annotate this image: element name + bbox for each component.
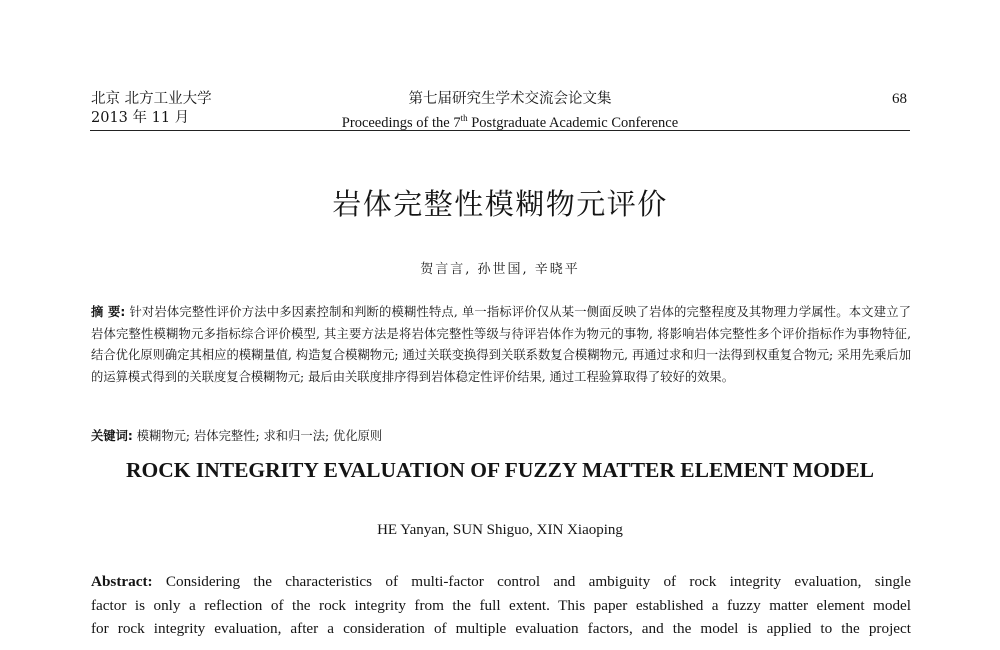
abstract-en-line2: factor is only a reflection of the rock integrity from the full extent. This paper established a fuzzy matter element model [91, 596, 911, 614]
paper-title-en: ROCK INTEGRITY EVALUATION OF FUZZY MATTER ELEMENT MODEL [125, 458, 875, 482]
paper-title-cn: 岩体完整性模糊物元评价 [332, 187, 668, 221]
authors-cn: 贺言言, 孙世国, 辛晓平 [420, 262, 580, 277]
keywords-cn-text: 模糊物元; 岩体完整性; 求和归一法; 优化原则 [136, 429, 383, 443]
header-proceedings-en-pre: Proceedings of the 7 [341, 114, 461, 131]
header-proceedings-en-post: Postgraduate Academic Conference [467, 114, 679, 131]
abstract-en-line3: for rock integrity evaluation, after a consideration of multiple evaluation factors, and the model is applied to the project [91, 620, 911, 637]
header-center [310, 90, 710, 133]
header-proceedings-cn: 第七届研究生学术交流会论文集 [408, 91, 612, 107]
authors-en: HE Yanyan, SUN Shiguo, XIN Xiaoping [377, 522, 623, 538]
page-number: 68 [892, 91, 907, 107]
abstract-cn [91, 302, 911, 388]
header-date: 2013 年 11 月 [91, 110, 190, 126]
header-divider [90, 130, 910, 131]
abstract-en [91, 570, 911, 641]
abstract-en-label: Abstract: [91, 573, 153, 590]
header-location: 北京 北方工业大学 [91, 91, 212, 107]
abstract-cn-text: 针对岩体完整性评价方法中多因素控制和判断的模糊性特点, 单一指标评价仅从某一侧面反映了岩体的完整程度及其物理力学属性。本文建立了岩体完整性模糊物元多指标综合评价模型, 其主要方法是将岩体完整性等级与待评岩体作为物元的事物, 将影响岩体完整性多个评价指标作为事物特征, 结合优化原则确定其相应的模糊量值, 构造复合模糊物元; 通过关联变换得到关联系数复合模糊物元, 再通过求和归一法得到权重复合物元; 采用先乘后加的运算模式得到的关联度复合模糊物元; 最后由关联度排序得到岩体稳定性评价结果, 通过工程验算取得了较好的效果。 [91, 305, 911, 384]
keywords-cn-label: 关键词: [91, 429, 133, 443]
header-left [91, 90, 212, 128]
abstract-en-line1: Considering the characteristics of multi-factor control and ambiguity of rock integrity evaluation, single [165, 573, 911, 590]
abstract-cn-label: 摘 要: [91, 305, 126, 319]
abstract-en-line [91, 570, 911, 594]
header-proceedings-en-sup: th [460, 113, 468, 123]
keywords-cn [91, 426, 911, 448]
